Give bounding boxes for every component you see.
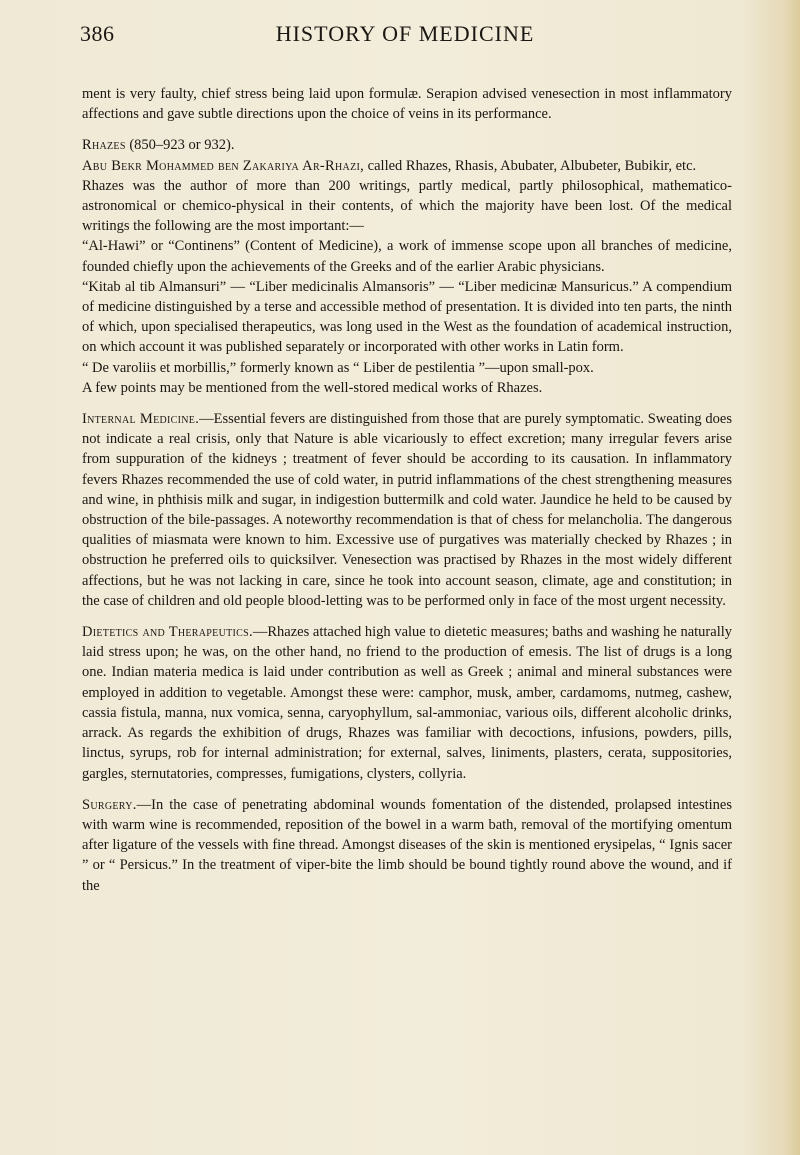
dietetics-text: —Rhazes attached high value to dietetic measures; baths and washing he naturally laid stress upon; he was, on the other hand, no friend to the production of emesis. The list of drugs is a long one. Indian materia medica is laid under contribution as well as Greek ; animal and mineral substances were employed in addition to vegetable. Amongst these were: camphor, musk, amber, cardamoms, nutmeg, cashew, cassia fistula, manna, nux vomica, senna, caryophyllum, sal-ammoniac, various oils, different alcoholic drinks, arrack. As regards the exhibition of drugs, Rhazes was familiar with decoctions, infusions, powders, pills, linctus, syrups, rob for internal administration; for external, salves, liniments, plasters, cerata, suppositories, gargles, sternutatories, compresses, fumigations, clysters, collyria. xyxy=(82,624,732,782)
paragraph-writings: Rhazes was the author of more than 200 writings, partly medical, partly philosophical, mathematico-astronomical or chemico-physical in their contents, of which the majority have been lost. Of the medical writings the following are the most important:— xyxy=(82,177,732,235)
alternate-names: called Rhazes, Rhasis, Abubater, Albubeter, Bubikir, etc. xyxy=(364,157,697,174)
full-name: Abu Bekr Mohammed ben Zakariya Ar-Rhazi, xyxy=(82,157,365,174)
paragraph-serapion-continued: ment is very faulty, chief stress being laid upon formulæ. Serapion advised venesection in most inflammatory affections and gave subtle directions upon the choice of veins in its performance. xyxy=(82,86,732,123)
running-title: HISTORY OF MEDICINE xyxy=(275,21,535,46)
heading-dietetics: Dietetics and Therapeutics. xyxy=(82,624,253,641)
paragraph-small-pox: “ De varoliis et morbillis,” formerly known as “ Liber de pestilentia ”—upon small-pox. xyxy=(82,359,594,376)
paragraph-internal-medicine xyxy=(82,409,732,611)
rhazes-dates: (850–923 or 932). xyxy=(125,137,235,154)
paragraph-dietetics xyxy=(82,622,732,784)
heading-surgery: Surgery. xyxy=(82,796,137,813)
page-header xyxy=(80,21,730,51)
body-text xyxy=(82,84,732,896)
paragraph-surgery xyxy=(82,795,732,896)
heading-internal-medicine: Internal Medicine. xyxy=(82,411,200,428)
paragraph-rhazes-heading xyxy=(82,135,732,155)
paragraph-points: A few points may be mentioned from the well-stored medical works of Rhazes. xyxy=(82,379,543,396)
paragraph-almansuri: “Kitab al tib Almansuri” — “Liber medicinalis Almansoris” — “Liber medicinæ Mansuricus.” A compendium of medicine distinguished by a terse and accessible method of presentation. It is divided into ten parts, the ninth of which, upon specialised therapeutics, was long used in the West as the foundation of academical instruction, on which account it was published separately or incorporated with other works in Latin form. xyxy=(82,278,732,356)
internal-medicine-text: —Essential fevers are distinguished from those that are purely symptomatic. Sweating does not indicate a real crisis, only that Nature is able vicariously to effect excretion; many irregular fevers arise from suppuration of the kidneys ; treatment of fever should be according to its causation. In inflammatory fevers Rhazes recommended the use of cold water, in putrid inflammations of the chest strengthening measures and wine, in phthisis milk and sugar, in indigestion buttermilk and cold water. Jaundice he held to be caused by obstruction of the bile-passages. A noteworthy recommendation is that of chess for melancholia. The dangerous qualities of miasmata were known to him. Excessive use of purgatives was materially checked by Rhazes ; in obstruction he preferred oils to quicksilver. Venesection was practised by Rhazes in the most widely different affections, but he was not lacking in care, since he took into account season, climate, age and constitution; in the case of children and old people blood-letting was to be performed only in face of the most urgent necessity. xyxy=(82,411,732,609)
page-number: 386 xyxy=(80,21,115,46)
page-edge-shading xyxy=(786,0,800,1155)
paragraph-rhazes-names xyxy=(82,156,732,176)
paragraph-al-hawi: “Al-Hawi” or “Continens” (Content of Medicine), a work of immense scope upon all branches of medicine, founded chiefly upon the achievements of the Greeks and of the earlier Arabic physicians. xyxy=(82,238,732,275)
heading-rhazes: Rhazes xyxy=(82,137,126,154)
surgery-text: —In the case of penetrating abdominal wounds fomentation of the distended, prolapsed intestines with warm wine is recommended, reposition of the bowel in a warm bath, removal of the mortifying omentum after ligature of the vessels with fine thread. Amongst diseases of the skin is mentioned erysipelas, “ Ignis sacer ” or “ Persicus.” In the treatment of viper-bite the limb should be bound tightly round above the wound, and if the xyxy=(82,796,732,894)
